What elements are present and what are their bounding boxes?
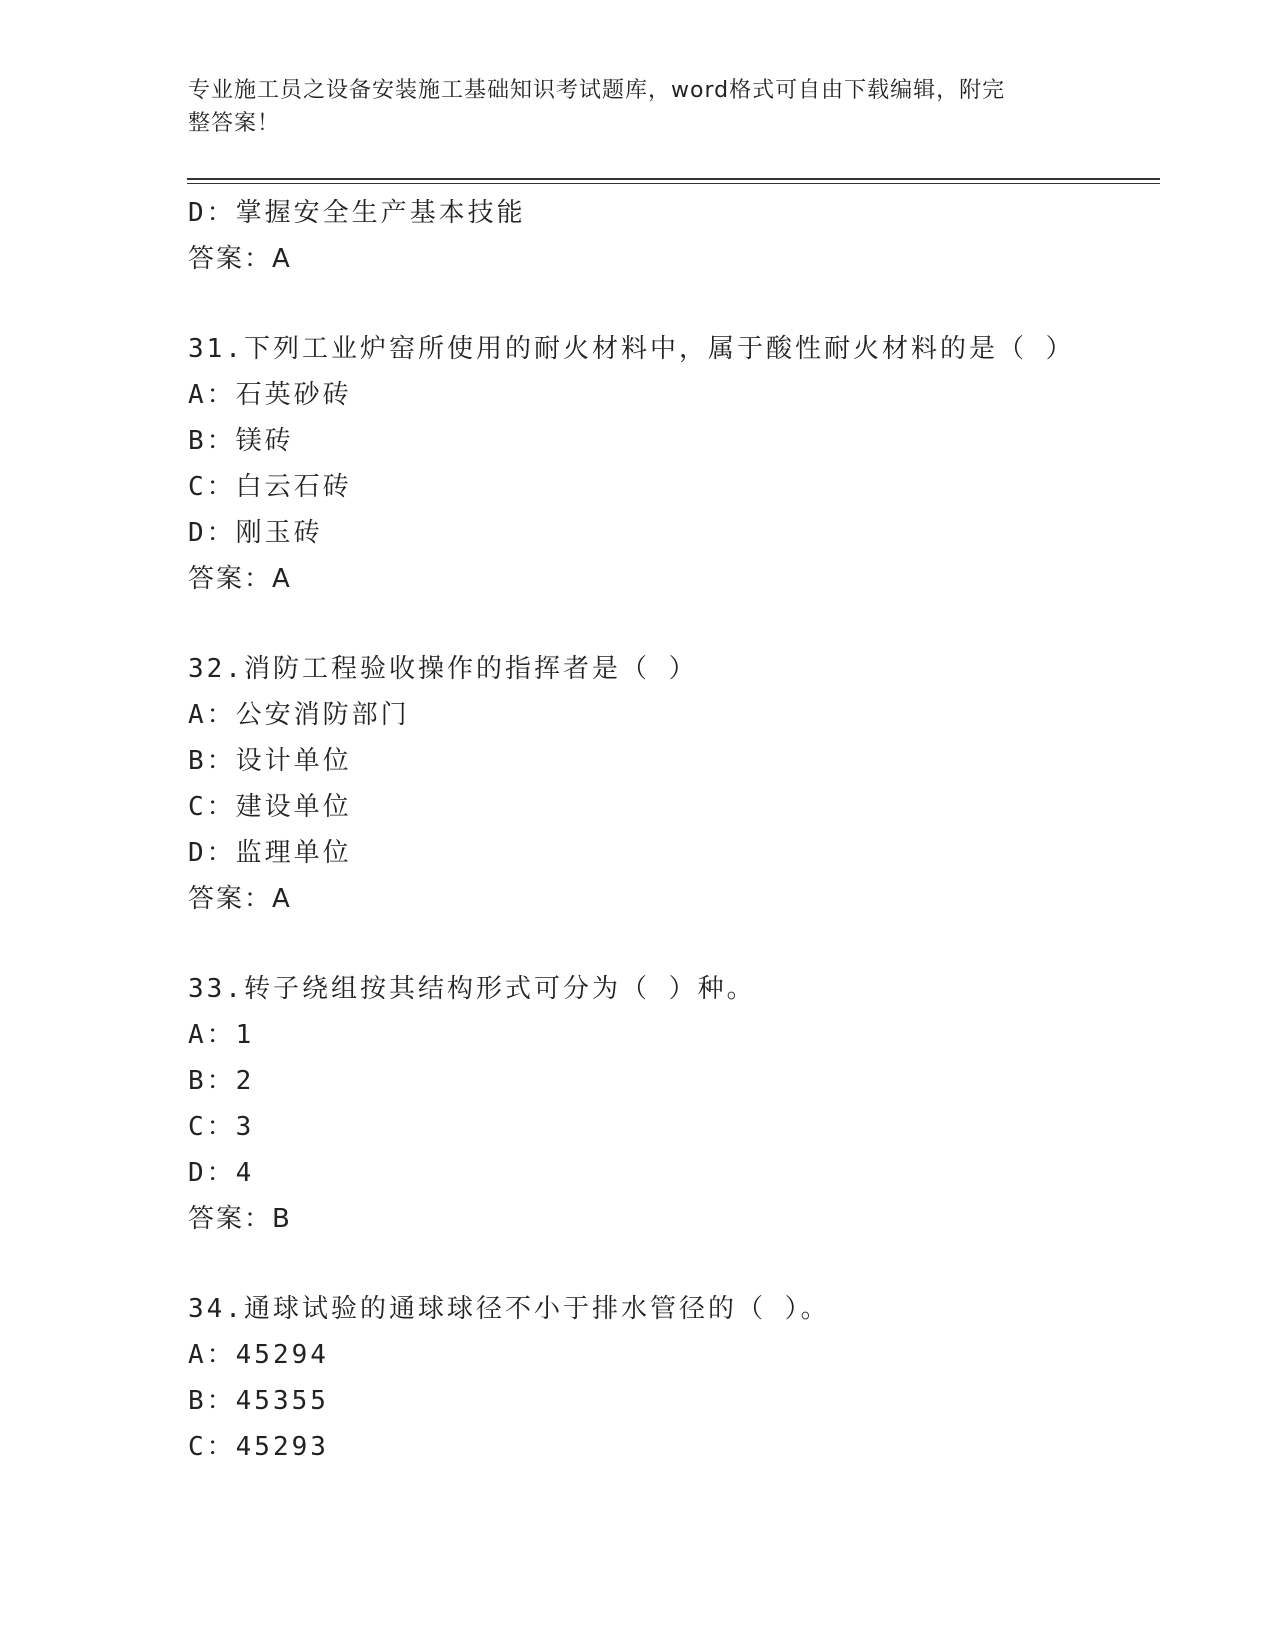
header-rule-thick	[187, 178, 1160, 180]
question-31-option-c: C：白云石砖	[188, 472, 352, 502]
question-32-answer: 答案：A	[188, 884, 292, 914]
question-32-option-c: C：建设单位	[188, 792, 352, 822]
header-line-1: 专业施工员之设备安装施工基础知识考试题库，word格式可自由下载编辑，附完	[188, 78, 1006, 103]
question-31-answer: 答案：A	[188, 564, 292, 594]
question-32-option-d: D：监理单位	[188, 838, 352, 868]
header-line-2: 整答案！	[188, 111, 281, 136]
header-rule-thin	[187, 183, 1160, 184]
question-33-option-d: D：4	[188, 1158, 255, 1188]
question-33-option-a: A：1	[188, 1020, 255, 1050]
option-d-prev: D：掌握安全生产基本技能	[188, 198, 526, 228]
question-33-option-c: C：3	[188, 1112, 255, 1142]
question-34-option-b: B：45355	[188, 1386, 329, 1416]
question-33-answer: 答案：B	[188, 1204, 292, 1234]
question-34-option-c: C：45293	[188, 1432, 329, 1462]
question-list	[188, 190, 1148, 1470]
question-34-option-a: A：45294	[188, 1340, 329, 1370]
answer-prev: 答案：A	[188, 244, 292, 274]
question-32-stem: 32.消防工程验收操作的指挥者是（ ）	[188, 654, 698, 684]
question-31-option-d: D：刚玉砖	[188, 518, 323, 548]
question-32-option-b: B：设计单位	[188, 746, 352, 776]
question-33-option-b: B：2	[188, 1066, 255, 1096]
question-32-option-a: A：公安消防部门	[188, 700, 410, 730]
question-31-stem: 31.下列工业炉窑所使用的耐火材料中，属于酸性耐火材料的是（ ）	[188, 334, 1075, 364]
question-31-option-a: A：石英砂砖	[188, 380, 352, 410]
question-34-stem: 34.通球试验的通球球径不小于排水管径的（ ）。	[188, 1294, 830, 1324]
document-header	[188, 74, 1088, 140]
question-33-stem: 33.转子绕组按其结构形式可分为（ ）种。	[188, 974, 756, 1004]
question-31-option-b: B：镁砖	[188, 426, 294, 456]
